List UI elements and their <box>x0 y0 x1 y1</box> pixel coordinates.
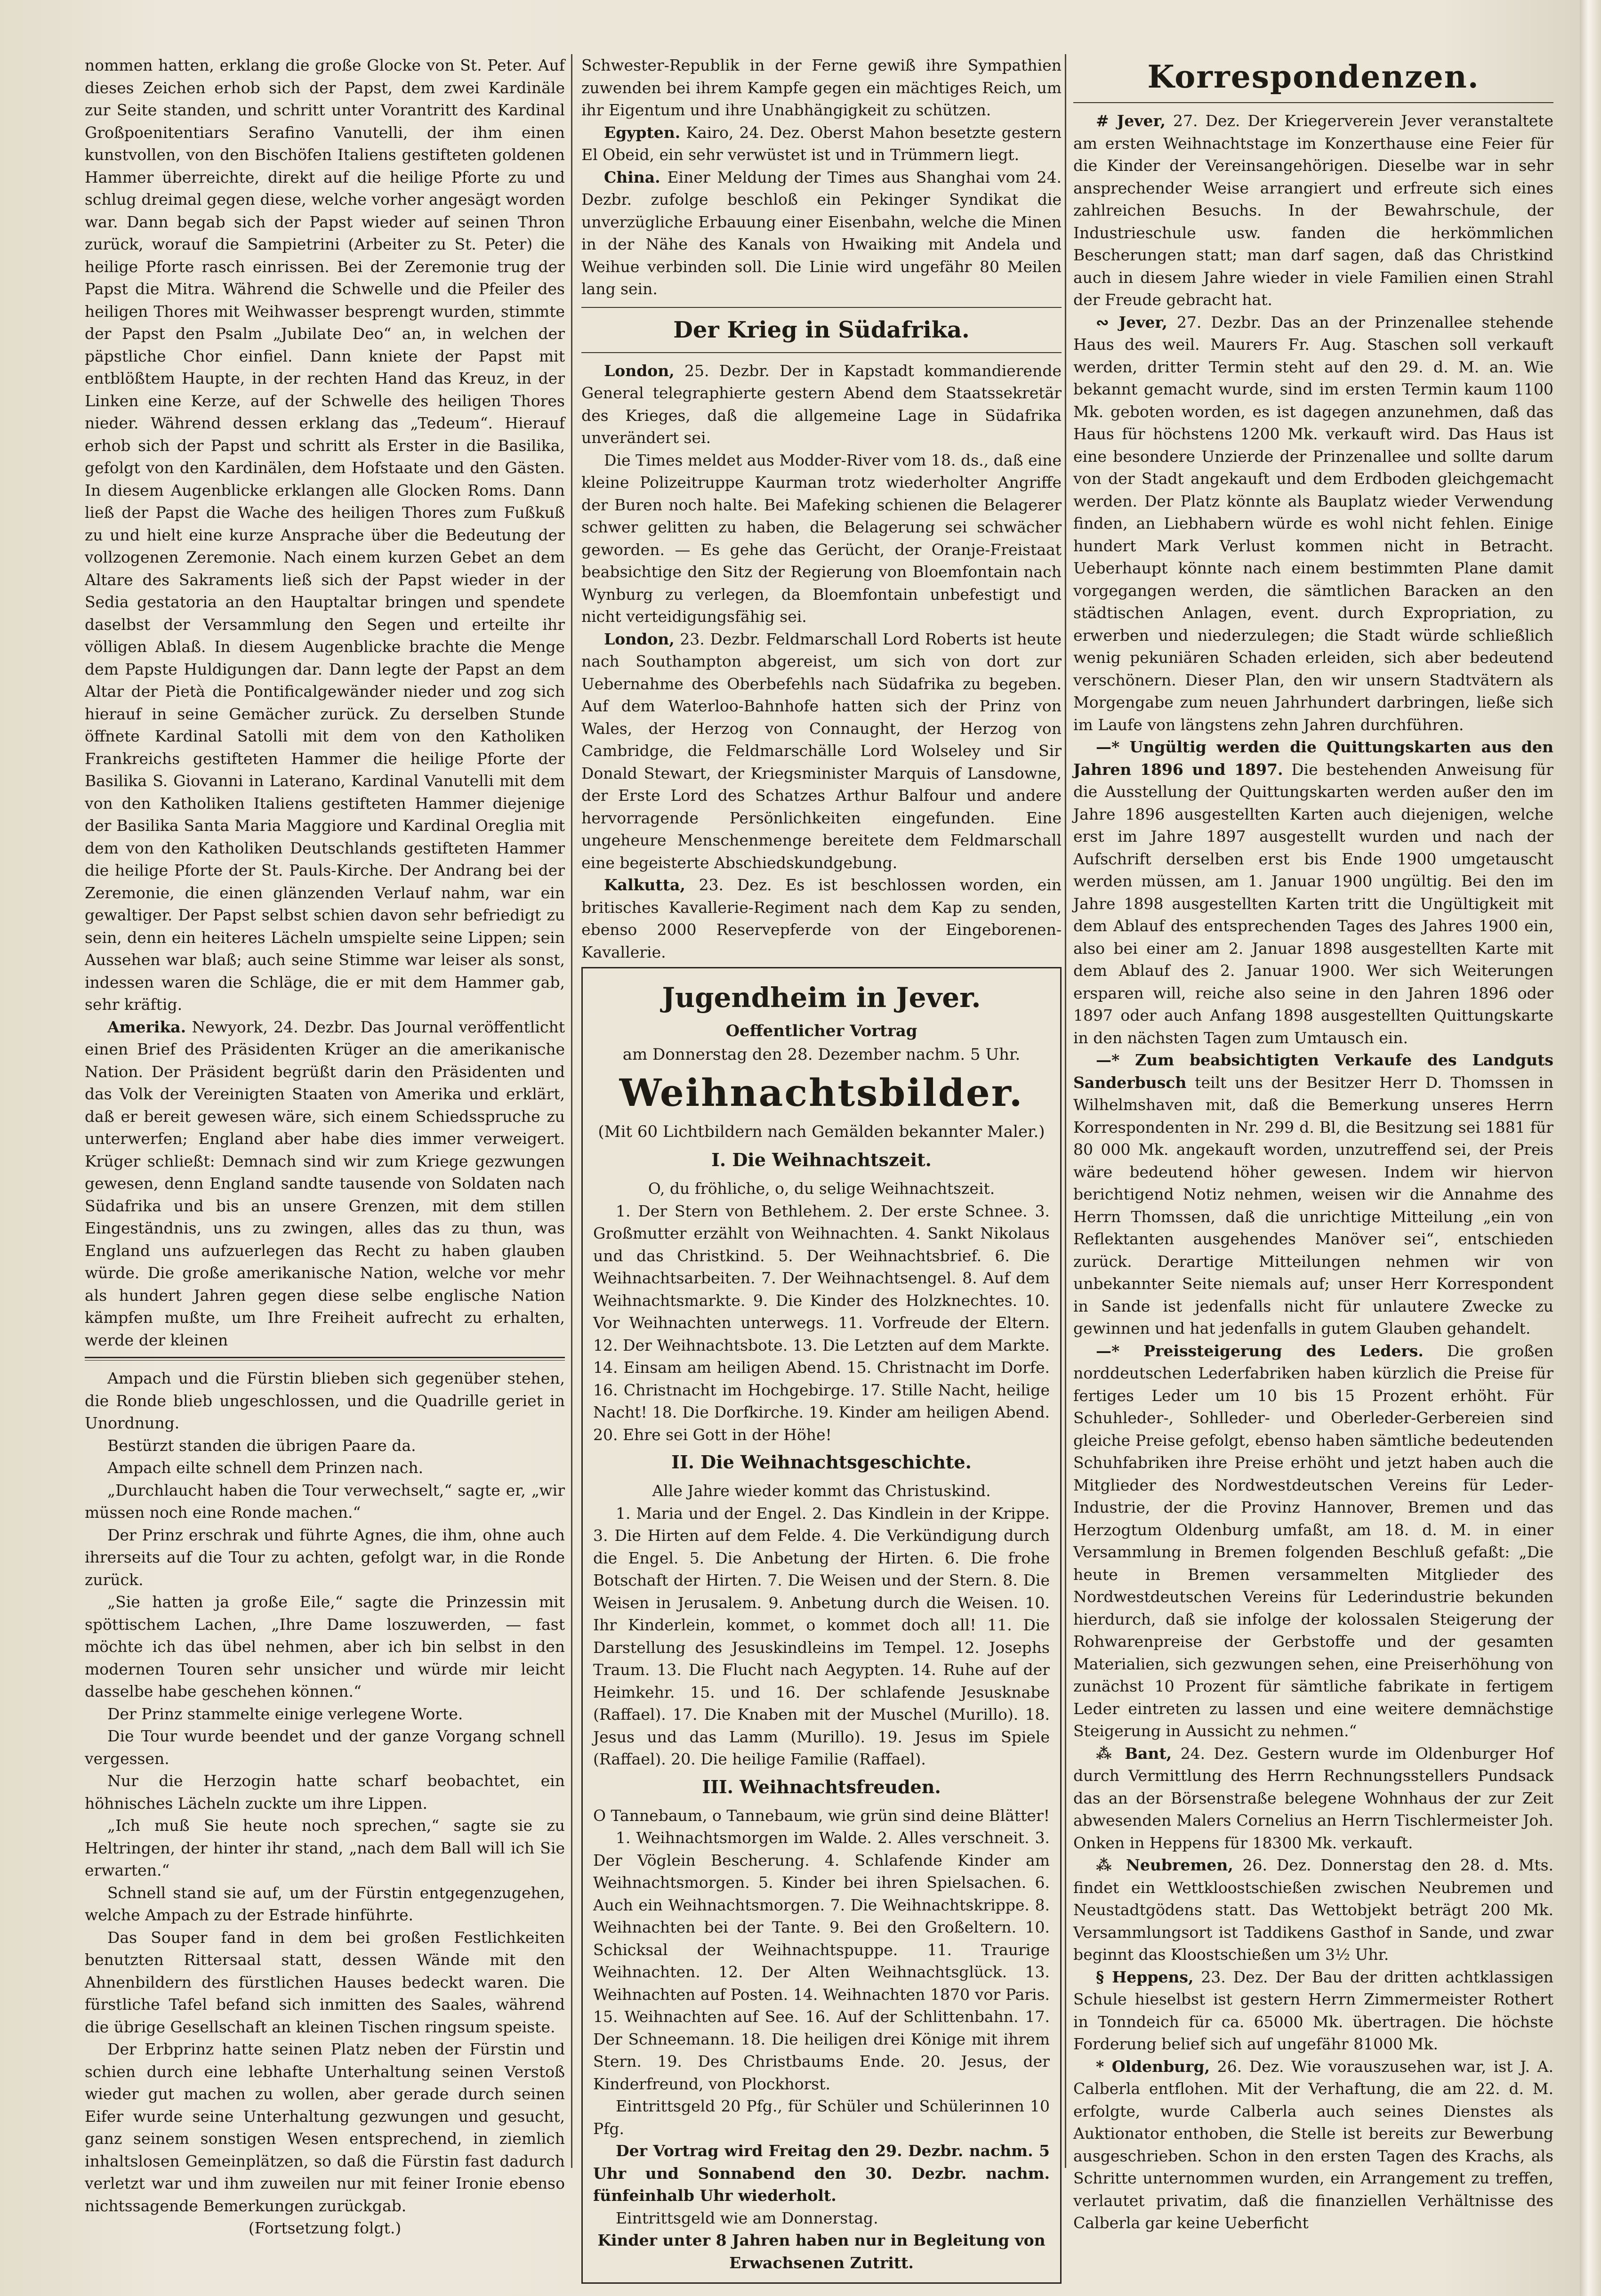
column-left <box>85 54 565 2243</box>
correspondence-item <box>1073 2055 1553 2234</box>
column-right <box>1073 54 1553 2243</box>
feuilleton-para: Bestürzt standen die übrigen Paare da. <box>107 1436 416 1455</box>
correspondence-item <box>1073 736 1553 1049</box>
correspondence-lead: ∾ Jever, <box>1096 313 1167 331</box>
feuilleton-para: Schnell stand sie auf, um der Fürstin entgegenzugehen, welche Ampach zu der Estrade hinführte. <box>85 1883 565 1924</box>
article-egypten-lead: Egypten. <box>604 123 681 142</box>
feuilleton-para: „Ich muß Sie heute noch sprechen,“ sagte sie zu Heltringen, der hinter ihr stand, „nach dem Ball will ich Sie erwarten.“ <box>85 1816 565 1879</box>
ad-note: (Mit 60 Lichtbildern nach Gemälden bekannter Maler.) <box>598 1122 1045 1141</box>
article-amerika <box>85 1016 565 1352</box>
feuilleton-para: Das Souper fand in dem bei großen Festlichkeiten benutzten Rittersaal statt, dessen Wände mit den Ahnenbildern des fürstlichen Hauses bedeckt waren. Die fürstliche Tafel befand sich inmitten des Saales, während die übrige Gesellschaft an kleinen Tischen ringsum speiste. <box>85 1928 565 2036</box>
correspondence-item <box>1073 1340 1553 1742</box>
article-amerika-lead: Amerika. <box>107 1017 186 1036</box>
ad-title: Jugendheim in Jever. <box>662 982 981 1014</box>
article-krieg-text: 23. Dez. Es ist beschlossen worden, ein britisches Kavallerie-Regiment nach dem Kap zu senden, ebenso 2000 Reservepferde von der Eingeborenen-Kavallerie. <box>581 876 1062 961</box>
ad-main-title: Weihnachtsbilder. <box>619 1071 1024 1115</box>
ad-section-2-list: 1. Maria und der Engel. 2. Das Kindlein in der Krippe. 3. Die Hirten auf dem Felde. 4. Die Verkündigung durch die Engel. 5. Die Anbetung der Hirten. 6. Die frohe Botschaft der Hirten. 7. Die Weisen und der Stern. 8. Die Weisen in Jerusalem. 9. Anbetung durch die Weisen. 10. Ihr Kinderlein, kommet, o kommet doch all! 11. Die Darstellung des Jesuskindleins im Tempel. 12. Josephs Traum. 13. Die Flucht nach Aegypten. 14. Ruhe auf der Heimkehr. 15. und 16. Der schlafende Jesusknabe (Raffael). 17. Die Knaben mit der Muschel (Murillo). 18. Jesus und das Lamm (Murillo). 19. Jesus im Spiele (Raffael). 20. Die heilige Familie (Raffael). <box>593 1504 1050 1768</box>
feuilleton-para: „Durchlaucht haben die Tour verwechselt,“ sagte er, „wir müssen noch eine Ronde machen.“ <box>85 1481 565 1522</box>
article-china-lead: China. <box>604 168 660 186</box>
correspondence-text: 23. Dez. Der Bau der dritten achtklassigen Schule hieselbst ist gestern Herrn Zimmermeister Rothert in Tonndeich für ca. 65000 Mk. übertragen. Die höchste Forderung belief sich auf ungefähr 81000 Mk. <box>1073 1967 1553 2053</box>
correspondence-lead: # Jever, <box>1096 112 1166 130</box>
ad-section-1-list: 1. Der Stern von Bethlehem. 2. Der erste Schnee. 3. Großmutter erzählt von Weihnachten. 4. Sankt Nikolaus und das Christkind. 5. Der Weihnachtsbrief. 6. Die Weihnachtsarbeiten. 7. Der Weihnachtsengel. 8. Auf dem Weihnachtsmarkte. 9. Die Kinder des Holzknechtes. 10. Vor Weihnachten unterwegs. 11. Vorfreude der Eltern. 12. Der Weihnachtsbote. 13. Die Letzten auf dem Markte. 14. Einsam am heiligen Abend. 15. Christnacht im Dorfe. 16. Christnacht im Hochgebirge. 17. Stille Nacht, heilige Nacht! 18. Die Dorfkirche. 19. Kinder am heiligen Abend. 20. Ehre sei Gott in der Höhe! <box>593 1201 1050 1444</box>
feuilleton-para: Die Tour wurde beendet und der ganze Vorgang schnell vergessen. <box>85 1727 565 1768</box>
column-rule-2 <box>1065 54 1066 2168</box>
column-middle <box>581 54 1062 2272</box>
correspondence-text: 27. Dez. Der Kriegerverein Jever veranstaltete am ersten Weihnachtstage im Konzerthause eine Feier für die Kinder der Vereinsangehörigen. Dieselbe war in sehr ansprechender Weise arrangiert und erfreute sich eines zahlreichen Besuchs. In der Bewahrschule, der Industrieschule usw. fanden die herkömmlichen Bescherungen statt; man darf sagen, daß das Christkind auch in diesem Jahre wieder in viele Familien einen Strahl der Freude gebracht hat. <box>1073 112 1553 309</box>
feuilleton-divider <box>85 1357 565 1361</box>
feuilleton-para: „Sie hatten ja große Eile,“ sagte die Prinzessin mit spöttischem Lachen, „Ihre Dame loszuwerden, — fast möchte ich das übel nehmen, aber ich bin selbst in den modernen Touren sehr unsicher und würde mir leicht dasselbe habe geschehen können.“ <box>85 1593 565 1700</box>
ad-section-1-title: I. Die Weihnachtszeit. <box>711 1149 932 1170</box>
article-krieg <box>581 360 1062 449</box>
ad-section-2-title: II. Die Weihnachtsgeschichte. <box>671 1451 972 1473</box>
feuilleton-para: Ampach eilte schnell dem Prinzen nach. <box>107 1458 424 1477</box>
correspondence-lead: § Heppens, <box>1096 1967 1194 1986</box>
article-krieg-text: 25. Dezbr. Der in Kapstadt kommandierende General telegraphierte gestern Abend dem Staatssekretär des Krieges, daß die allgemeine Lage in Südafrika unverändert sei. <box>581 361 1062 447</box>
correspondence-item <box>1073 1966 1553 2055</box>
correspondence-lead: * Oldenburg, <box>1096 2057 1210 2076</box>
ad-section-3-title: III. Weihnachtsfreuden. <box>702 1776 941 1797</box>
section-title-krieg: Der Krieg in Südafrika. <box>673 316 970 343</box>
correspondence-item <box>1073 1742 1553 1854</box>
article-amerika-cont: Schwester-Republik in der Ferne gewiß ihre Sympathien zuwenden bei ihrem Kampfe gegen ein mächtiges Reich, um ihr Eigentum und ihre Unabhängigkeit zu schützen. <box>581 56 1062 119</box>
ad-kids-note: Kinder unter 8 Jahren haben nur in Begleitung von Erwachsenen Zutritt. <box>597 2231 1046 2272</box>
ad-repeat-note: Der Vortrag wird Freitag den 29. Dezbr. nachm. 5 Uhr und Sonnabend den 30. Dezbr. nachm. fünfeinhalb Uhr wiederholt. <box>593 2142 1050 2205</box>
feuilleton-para: Der Erbprinz hatte seinen Platz neben der Fürstin und schien durch eine lebhafte Unterhaltung seinen Verstoß wieder gut machen zu wollen, aber gerade durch seinen Eifer wurde seine Unterhaltung gezwungen und gesucht, ganz seinem sonstigen Wesen entsprechend, in ziemlich inhaltslosen Gemeinplätzen, so daß die Fürstin fast dadurch verletzt war und ihm zuweilen nur mit feiner Ironie ebenso nichtssagende Bemerkungen zurückgab. <box>85 2040 565 2215</box>
ad-price-2: Eintrittsgeld wie am Donnerstag. <box>616 2208 878 2227</box>
article-krieg-lead: London, <box>604 361 675 380</box>
ad-subtitle: Oeffentlicher Vortrag <box>725 1022 917 1040</box>
article-krieg <box>581 628 1062 874</box>
ad-section-3-list: 1. Weihnachtsmorgen im Walde. 2. Alles verschneit. 3. Der Vöglein Bescherung. 4. Schlafende Kinder am Weihnachtsmorgen. 5. Kinder bei ihren Spielsachen. 6. Auch ein Weihnachtsmorgen. 7. Die Weihnachtskrippe. 8. Weihnachten bei der Tante. 9. Bei den Großeltern. 10. Schicksal der Weihnachtspuppe. 11. Traurige Weihnachten. 12. Der Alten Weihnachtsglück. 13. Weihnachten auf Posten. 14. Weihnachten 1870 vor Paris. 15. Weihnachten auf See. 16. Auf der Schlittenbahn. 17. Der Schneemann. 18. Die heiligen drei Könige mit ihrem Stern. 19. Des Christbaums Ende. 20. Jesus, der Kinderfreund, von Plockhorst. <box>593 1829 1050 2093</box>
ad-section-3-intro: O Tannebaum, o Tannebaum, wie grün sind deine Blätter! <box>593 1806 1050 1825</box>
correspondence-item <box>1073 1854 1553 1966</box>
feuilleton-para: Nur die Herzogin hatte scharf beobachtet, ein höhnisches Lächeln zuckte um ihre Lippen. <box>85 1772 565 1813</box>
correspondence-lead: —* Zum beabsichtigten Verkaufe des Landguts Sanderbusch <box>1073 1051 1553 1092</box>
article-china-text: Einer Meldung der Times aus Shanghai vom 24. Dezbr. zufolge beschloß ein Pekinger Syndikat die unverzügliche Erbauung einer Eisenbahn, welche die Minen in der Nähe des Kanals von Hwaiking mit Andela und Weihue verbinden soll. Die Linie wird ungefähr 80 Meilen lang sein. <box>581 168 1062 298</box>
correspondence-lead: ⁂ Bant, <box>1096 1744 1172 1763</box>
article-egypten <box>581 121 1062 166</box>
article-krieg-lead: Kalkutta, <box>604 876 685 894</box>
correspondence-lead: —* Preissteigerung des Leders. <box>1096 1341 1424 1360</box>
correspondence-text: teilt uns der Besitzer Herr D. Thomssen in Wilhelmshaven mit, daß die Bemerkung unseres Herrn Korrespondenten in Nr. 299 d. Bl, die Besitzung sei 1881 für 80 000 Mk. angekauft worden, unzutreffend sei, der Preis wäre bedeutend höher gewesen. Indem wir hiervon berichtigend Notiz nehmen, weisen wir die Annahme des Herrn Thomssen, daß die unrichtige Mitteilung „ein von Reflektanten ausgehendes Manöver sei“, entschieden zurück. Derartige Mitteilungen nehmen wir von unbekannter Seite niemals auf; unser Herr Korrespondent in Sande ist jedenfalls nicht für unlautere Zwecke zu gewinnen und hat jedenfalls in gutem Glauben gehandelt. <box>1073 1073 1553 1337</box>
correspondence-item <box>1073 311 1553 736</box>
article-papst-text: nommen hatten, erklang die große Glocke von St. Peter. Auf dieses Zeichen erhob sich der Papst, dem zwei Kardinäle zur Seite standen, und schritt unter Vorantritt des Kardinal Großpoenitentiars Serafino Vanutelli, der ihm einen kunstvollen, von den Bischöfen Italiens gestifteten goldenen Hammer überreichte, direkt auf die heilige Pforte zu und schlug dreimal gegen diese, welche vorher angesägt worden war. Dann begab sich der Papst wieder auf seinen Thron zurück, worauf die Sampietrini (Arbeiter zu St. Peter) die heilige Pforte rasch einrissen. Bei der Zeremonie trug der Papst die Mitra. Während die Schwelle und die Pfeiler des heiligen Thores mit Weihwasser besprengt wurden, stimmte der Papst den Psalm „Jubilate Deo“ an, in welchen der päpstliche Chor einfiel. Dann kniete der Papst mit entblößtem Haupte, in der rechten Hand das Kreuz, in der Linken eine Kerze, auf der Schwelle des heiligen Thores nieder. Während dessen erklang das „Tedeum“. Hierauf erhob sich der Papst und schritt als Erster in die Basilika, gefolgt von den Kardinälen, dem Hofstaate und den Gästen. In diesem Augenblicke erklangen alle Glocken Roms. Dann ließ der Papst die Wache des heiligen Thores zum Fußkuß zu und hielt eine kurze Ansprache über die Bedeutung der vollzogenen Zeremonie. Nach einem kurzen Gebet an dem Altare des Sakraments ließ sich der Papst wieder in der Sedia gestatoria an den Hauptaltar bringen und spendete daselbst der Versammlung den Segen und erteilte ihr völligen Ablaß. In diesem Augenblicke brachte die Menge dem Papste Huldigungen dar. Dann legte der Papst an dem Altar der Pietà die Pontificalgewänder nieder und zog sich hierauf in seine Gemächer zurück. Zu derselben Stunde öffnete Kardinal Satolli mit dem von den Katholiken Frankreichs gestifteten Hammer die heilige Pforte der Basilika S. Giovanni in Laterano, Kardinal Vanutelli mit dem von den Katholiken Italiens gestifteten Hammer diejenige der Basilika Santa Maria Maggiore und Kardinal Oreglia mit dem von den Katholiken Deutschlands gestifteten Hammer die heilige Pforte der St. Pauls-Kirche. Der Andrang bei der Zeremonie, die einen glänzenden Verlauf nahm, war ein gewaltiger. Der Papst selbst schien davon sehr befriedigt zu sein, denn ein heiteres Lächeln umspielte seine Lippen; sein Aussehen war blaß; auch seine Stimme war leiser als sonst, indessen waren die Schläge, die er mit dem Hammer gab, sehr kräftig. <box>85 56 565 1014</box>
correspondence-text: Die großen norddeutschen Lederfabriken haben kürzlich die Preise für fertiges Leder um 10 bis 15 Prozent erhöht. Für Schuhleder-, Sohlleder- und Oberleder-Gerbereien sind gleiche Preise gefolgt, ebenso haben sämtliche bedeutenden Schuhfabriken ihre Preise erhöht und jetzt haben auch die Mitglieder des Nordwestdeutschen Vereins für Leder-Industrie, der die Provinz Hannover, Bremen und das Herzogtum Oldenburg umfaßt, am 18. d. M. in einer Versammlung in Bremen folgenden Beschluß gefaßt: „Die heute in Bremen versammelten Mitglieder des Nordwestdeutschen Vereins für Lederindustrie bekunden hierdurch, daß sie infolge der kolossalen Steigerung der Rohwarenpreise der Gerbstoffe und der gesamten Materialien, sich gezwungen sehen, eine Preiserhöhung von zunächst 10 Prozent für sämtliche fabrikate in fertigem Leder eintreten zu lassen und eine weitere demnächstige Steigerung in Aussicht zu nehmen.“ <box>1073 1341 1553 1740</box>
column-rule-1 <box>571 54 572 2168</box>
correspondence-text: 26. Dez. Donnerstag den 28. d. Mts. findet ein Wettkloostschießen zwischen Neubremen und Neustadtgödens statt. Das Wettobjekt beträgt 200 Mk. Versammlungsort ist Taddikens Gasthof in Sande, und zwar beginnt das Kloostschießen um 3½ Uhr. <box>1073 1856 1553 1964</box>
section-divider <box>581 352 1062 353</box>
ad-section-2-intro: Alle Jahre wieder kommt das Christuskind. <box>652 1482 991 1500</box>
article-egypten-text: Kairo, 24. Dez. Oberst Mahon besetzte gestern El Obeid, ein sehr verwüstet ist und in Trümmern liegt. <box>581 123 1062 164</box>
feuilleton-para: Ampach und die Fürstin blieben sich gegenüber stehen, die Ronde blieb ungeschlossen, und die Quadrille geriet in Unordnung. <box>85 1369 565 1432</box>
section-divider <box>581 307 1062 308</box>
article-amerika-text: Newyork, 24. Dezbr. Das Journal veröffentlicht einen Brief des Präsidenten Krüger an die amerikanische Nation. Der Präsident begrüßt darin den Präsidenten und das Volk der Vereinigten Staaten von Amerika und erklärt, daß er bereit gewesen wäre, sich einem Schiedsspruche zu unterwerfen; England aber habe dies immer verweigert. Krüger schließt: Demnach sind wir zum Kriege gezwungen gewesen, denn England sandte tausende von Soldaten nach Südafrika und bis an unsere Grenzen, mit dem stillen Eingeständnis, uns zu zwingen, alles das zu thun, was England uns aufzuerlegen das Recht zu haben glauben würde. Die große amerikanische Nation, welche vor mehr als hundert Jahren gegen diese selbe englische Nation kämpfen mußte, um Ihre Freiheit aufrecht zu erhalten, werde der kleinen <box>85 1017 565 1349</box>
ad-section-1-intro: O, du fröhliche, o, du selige Weihnachtszeit. <box>648 1179 995 1198</box>
ad-price: Eintrittsgeld 20 Pfg., für Schüler und Schülerinnen 10 Pfg. <box>593 2097 1050 2138</box>
correspondence-text: 24. Dez. Gestern wurde im Oldenburger Hof durch Vermittlung des Herrn Rechnungsstellers Pundsack das an der Börsenstraße belegene Wohnhaus der zur Zeit abwesenden Malers Cornelius an Herrn Tischlermeister Joh. Onken in Heppens für 18300 Mk. verkauft. <box>1073 1744 1553 1852</box>
correspondence-item <box>1073 1049 1553 1340</box>
feuilleton-continuation: (Fortsetzung folgt.) <box>248 2219 402 2237</box>
article-krieg <box>581 874 1062 963</box>
article-krieg-text: 23. Dezbr. Feldmarschall Lord Roberts ist heute nach Southampton abgereist, um sich von dort zur Uebernahme des Oberbefehls nach Südafrika zu begeben. Auf dem Waterloo-Bahnhofe hatten sich der Prinz von Wales, der Herzog von Connaught, der Herzog von Cambridge, die Feldmarschälle Lord Wolseley und Sir Donald Stewart, der Kriegsminister Marquis of Lansdowne, der Erste Lord des Schatzes Arthur Balfour und andere hervorragende Persönlichkeiten eingefunden. Eine ungeheure Menschenmenge bereitete dem Feldmarschall eine begeisterte Abschiedskundgebung. <box>581 629 1062 872</box>
correspondence-text: 26. Dez. Wie vorauszusehen war, ist J. A. Calberla entflohen. Mit der Verhaftung, die am 22. d. M. erfolgte, wurde Calberla auch seines Dienstes als Auktionator enthoben, die Stelle ist bereits zur Bewerbung ausgeschrieben. Schon in den ersten Tagen des Krachs, als Schritte unternommen wurden, ein Arrangement zu treffen, verlautet privatim, daß die finanziellen Verhältnisse des Calberla gar keine Ueberficht <box>1073 2057 1553 2232</box>
advertisement-jugendheim <box>581 967 1062 2284</box>
correspondence-lead: —* Ungültig werden die Quittungskarten aus den Jahren 1896 und 1897. <box>1073 738 1553 779</box>
page-binding-edge <box>1580 0 1601 2296</box>
correspondence-text: Die bestehenden Anweisung für die Ausstellung der Quittungskarten werden außer den im Jahre 1896 ausgestellten Karten auch diejenigen, welche erst im Jahre 1897 ausgestellt wurden und nach der Aufschrift derselben erst bis Ende 1900 umgetauscht werden müssen, am 1. Januar 1900 ungültig. Bei den im Jahre 1898 ausgestellten Karten tritt die Ungültigkeit mit dem Ablauf des entsprechenden Tages des Jahres 1900 ein, also bei einer am 2. Januar 1898 ausgestellten Karte mit dem Ablauf des 2. Januar 1900. Wer sich Weiterungen ersparen will, reiche also seine in den Jahren 1896 oder 1897 oder auch Anfang 1898 ausgestellten Quittungskarte in den nächsten Tagen zum Umtausch ein. <box>1073 760 1553 1047</box>
correspondence-lead: ⁂ Neubremen, <box>1096 1856 1233 1874</box>
section-title-korrespondenzen: Korrespondenzen. <box>1147 58 1480 95</box>
article-krieg-lead: London, <box>604 629 675 648</box>
feuilleton-para: Der Prinz stammelte einige verlegene Worte. <box>107 1704 463 1723</box>
section-divider <box>1073 102 1553 103</box>
correspondence-text: 27. Dezbr. Das an der Prinzenallee stehende Haus des weil. Maurers Fr. Aug. Staschen soll verkauft werden, dritter Termin steht auf den 29. d. M. an. Wie bekannt gemacht wurde, sind im ersten Termin kaum 1100 Mk. geboten worden, es ist dagegen anzunehmen, daß das Haus für höchstens 1200 Mk. verkauft wird. Das Haus ist eine besondere Unzierde der Prinzenallee und sollte darum von der Stadt angekauft und dem Erdboden gleichgemacht werden. Der Platz könnte als Bauplatz wieder Verwendung finden, an Liebhabern würde es wohl nicht fehlen. Einige hundert Mark Verlust kommen nicht in Betracht. Ueberhaupt könnte nach einem bestimmten Plane damit vorgegangen werden, die sämtlichen Baracken an den städtischen Anlagen, event. durch Expropriation, zu erwerben und niederzulegen; die Stadt würde schließlich wenig pekuniären Schaden erleiden, sich aber bedeutend verschönern. Dieser Plan, den wir unsern Stadtvätern als Morgengabe zum neuen Jahrhundert darbringen, ließe sich im Laufe von längstens zehn Jahren durchführen. <box>1073 313 1553 734</box>
article-krieg-para: Die Times meldet aus Modder-River vom 18. ds., daß eine kleine Polizeitruppe Kaurman trotz wiederholter Angriffe der Buren noch halte. Bei Mafeking schienen die Belagerer schwer gelitten zu haben, die Belagerung sei schwächer geworden. — Es gehe das Gerücht, der Oranje-Freistaat beabsichtige den Sitz der Regierung von Bloemfontain nach Wynburg zu verlegen, da Bloemfontain unbefestigt und nicht verteidigungsfähig sei. <box>581 451 1062 626</box>
ad-date: am Donnerstag den 28. Dezember nachm. 5 Uhr. <box>622 1045 1021 1064</box>
feuilleton-para: Der Prinz erschrak und führte Agnes, die ihm, ohne auch ihrerseits auf die Tour zu achten, gefolgt war, in die Ronde zurück. <box>85 1525 565 1589</box>
article-china <box>581 166 1062 300</box>
correspondence-item <box>1073 110 1553 311</box>
